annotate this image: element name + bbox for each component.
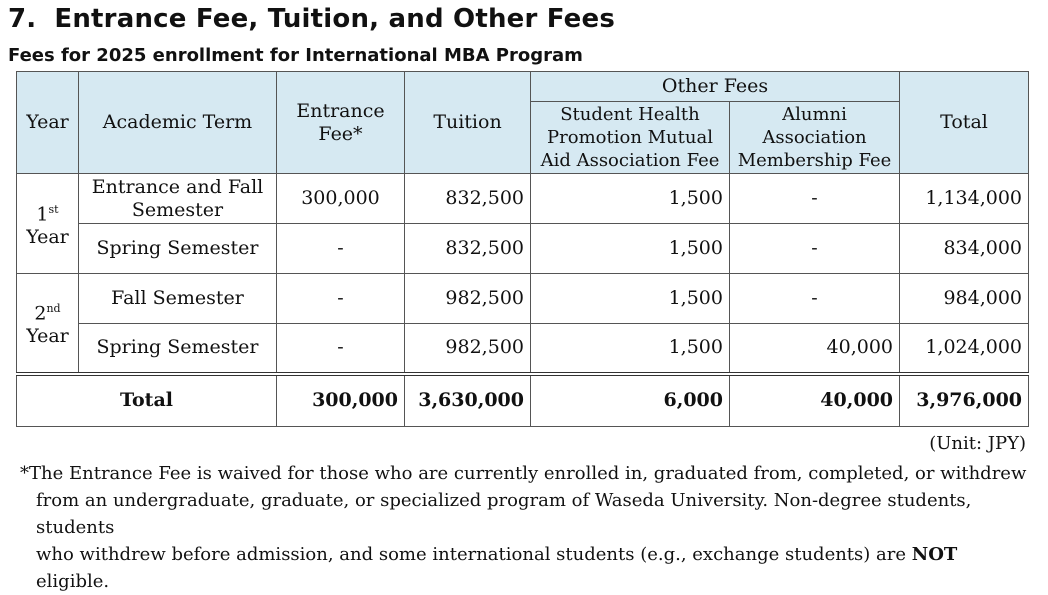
header-academic-term: Academic Term (79, 72, 277, 174)
table-row (17, 224, 1029, 274)
health-cell: 1,500 (531, 174, 730, 224)
year-word: Year (26, 226, 69, 249)
alumni-cell: - (730, 274, 900, 324)
header-other-fees: Other Fees (531, 72, 900, 102)
total-cell: 834,000 (900, 224, 1029, 274)
year-suffix: nd (46, 302, 61, 316)
total-cell: 1,134,000 (900, 174, 1029, 224)
section-heading (8, 4, 615, 34)
alumni-cell: - (730, 224, 900, 274)
header-health-fee: Student Health Promotion Mutual Aid Association Fee (531, 102, 730, 174)
year-ordinal: 1 (36, 203, 49, 226)
total-tuition: 3,630,000 (405, 374, 531, 427)
alumni-cell: 40,000 (730, 324, 900, 374)
header-alumni-fee: Alumni Association Membership Fee (730, 102, 900, 174)
unit-label: (Unit: JPY) (929, 433, 1026, 454)
table-caption: Fees for 2025 enrollment for International MBA Program (8, 45, 583, 66)
health-cell: 1,500 (531, 224, 730, 274)
entrance-cell: - (277, 274, 405, 324)
footnote-line-3-end: eligible. (36, 571, 110, 592)
year-cell-1 (17, 174, 79, 274)
fee-table (16, 71, 1029, 427)
year-word: Year (26, 325, 69, 348)
header-total: Total (900, 72, 1029, 174)
tuition-cell: 832,500 (405, 174, 531, 224)
section-title: Entrance Fee, Tuition, and Other Fees (54, 4, 616, 34)
alumni-cell: - (730, 174, 900, 224)
total-label: Total (17, 374, 277, 427)
table-row (17, 324, 1029, 374)
total-entrance: 300,000 (277, 374, 405, 427)
footnote-emphasis: NOT (911, 544, 958, 565)
tuition-cell: 832,500 (405, 224, 531, 274)
header-entrance-fee: Entrance Fee* (277, 72, 405, 174)
year-suffix: st (48, 202, 59, 216)
health-cell: 1,500 (531, 324, 730, 374)
total-cell: 1,024,000 (900, 324, 1029, 374)
total-cell: 984,000 (900, 274, 1029, 324)
entrance-cell: - (277, 224, 405, 274)
section-number: 7. (8, 4, 37, 34)
footnote (20, 460, 1030, 595)
footnote-line-2: from an undergraduate, graduate, or specialized program of Waseda University. Non-degree students, students (36, 490, 972, 538)
footnote-line-1: *The Entrance Fee is waived for those who are currently enrolled in, graduated from, completed, or withdrew (20, 463, 1027, 484)
table-row (17, 174, 1029, 224)
entrance-cell: 300,000 (277, 174, 405, 224)
health-cell: 1,500 (531, 274, 730, 324)
term-cell: Fall Semester (79, 274, 277, 324)
tuition-cell: 982,500 (405, 274, 531, 324)
footnote-line-3-text: who withdrew before admission, and some international students (e.g., exchange students) are (36, 544, 912, 565)
total-row (17, 374, 1029, 427)
footnote-line-3 (20, 541, 1030, 595)
total-health: 6,000 (531, 374, 730, 427)
header-tuition: Tuition (405, 72, 531, 174)
term-cell: Spring Semester (79, 324, 277, 374)
entrance-cell: - (277, 324, 405, 374)
header-year: Year (17, 72, 79, 174)
total-alumni: 40,000 (730, 374, 900, 427)
year-ordinal: 2 (34, 302, 47, 325)
tuition-cell: 982,500 (405, 324, 531, 374)
year-cell-2 (17, 274, 79, 374)
term-cell: Spring Semester (79, 224, 277, 274)
term-cell: Entrance and Fall Semester (79, 174, 277, 224)
grand-total: 3,976,000 (900, 374, 1029, 427)
table-row (17, 274, 1029, 324)
